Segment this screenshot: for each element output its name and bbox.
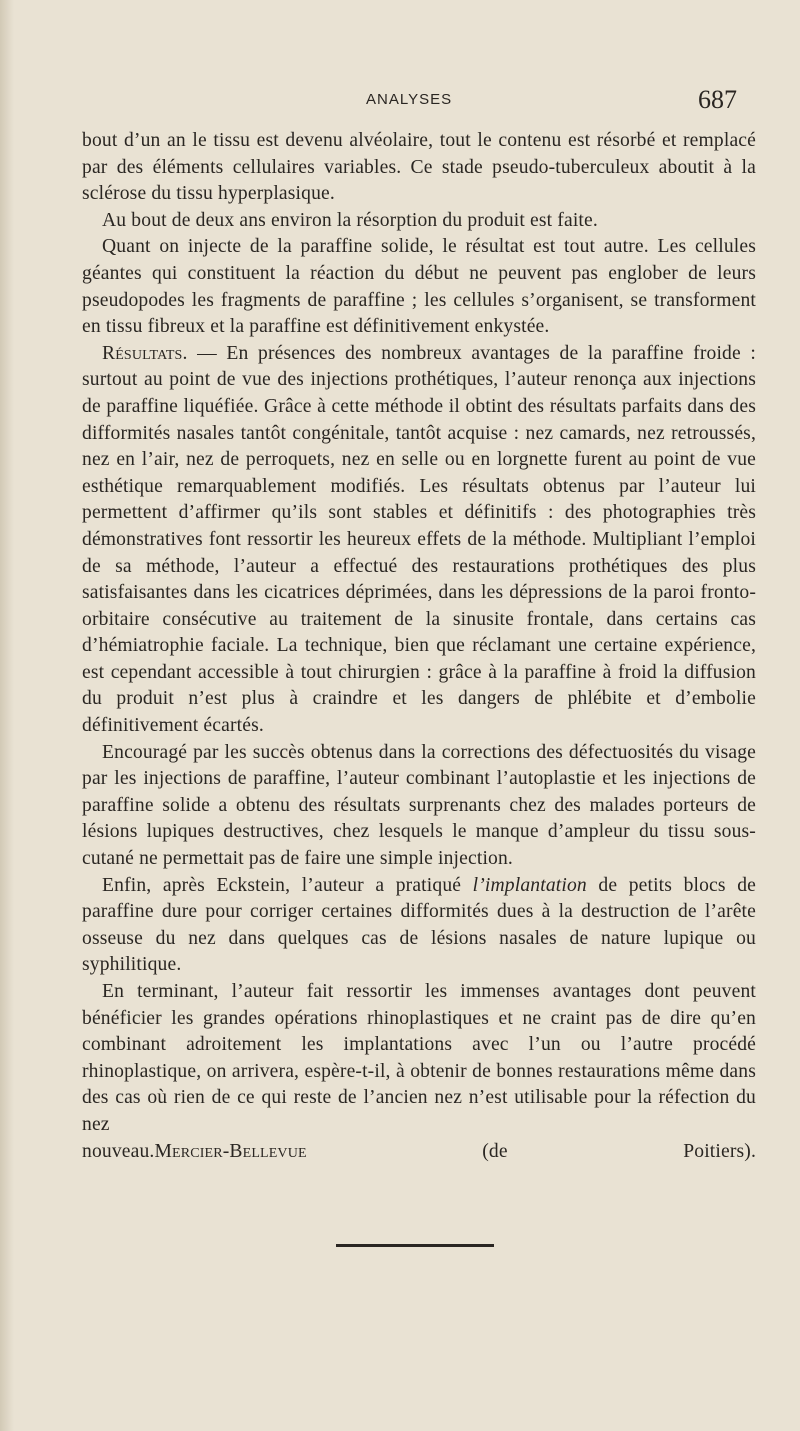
paragraph-continuation: bout d’un an le tissu est devenu alvéolaire, tout le contenu est résorbé et remplacé par des éléments cellulaires variables. Ce stade pseudo-tuberculeux aboutit à la sclérose du tissu hyperplasique. — [82, 130, 756, 205]
conclusion-last-word: nouveau. — [82, 1140, 155, 1162]
results-text: — En présences des nombreux avantages de la paraffine froide : surtout au point de vue des injections prothétiques, l’auteur renonça aux injections de paraffine liquéfiée. Grâce à cette méthode il obtint des résultats parfaits dans des difformités nasales tantôt congénitale, tantôt acquise : nez camards, nez retroussés, nez en l’air, nez de perroquets, nez en selle ou en lorgnette furent au point de vue esthétique remarquablement modifiés. Les résultats obtenus par l’auteur lui permettent d’affirmer qu’ils sont stables et définitifs : des photographies très démonstratives font ressortir les heureux effets de la méthode. Multipliant l’emploi de sa méthode, l’auteur a effectué des restaurations prothétiques des plus satisfaisantes dans les cicatrices déprimées, dans les dépressions de la paroi fronto-orbitaire consécutive au traitement de la sinusite frontale, dans certains cas d’hémiatrophie faciale. La technique, bien que réclamant une certaine expérience, est cependant accessible à tout chirurgien : grâce à la paraffine à froid la diffusion du produit n’est plus à craindre et les dangers de phlébite et d’embolie définitivement écartés. — [82, 342, 756, 737]
running-title: ANALYSES — [366, 91, 453, 108]
paragraph-implantation — [82, 873, 756, 979]
implantation-text-start: Enfin, après Eckstein, l’auteur a pratiqué — [102, 874, 473, 896]
author-signature-line — [82, 1139, 756, 1166]
section-end-rule — [336, 1244, 494, 1247]
page-edge-shadow — [0, 0, 14, 1431]
article-body — [82, 128, 756, 1165]
implantation-text-end: de petits blocs de paraffine dure pour corriger certaines difformités dues à la destruction de l’arête osseuse du nez dans quelques cas de lésions nasales de nature lupique ou syphilitique. — [82, 874, 756, 976]
paragraph-resorption: Au bout de deux ans environ la résorption du produit est faite. — [102, 209, 598, 231]
author-affiliation: (de Poitiers). — [482, 1140, 756, 1162]
paragraph-conclusion: En terminant, l’auteur fait ressortir les immenses avantages dont peuvent bénéficier les grandes opérations rhinoplastiques et ne craint pas de dire qu’en combinant adroitement les implantations avec l’un ou l’autre procédé rhinoplastique, on arrivera, espère-t-il, à obtenir de bonnes restaurations même dans des cas où rien de ce qui reste de l’ancien nez n’est utilisable pour la réfection du nez — [82, 981, 756, 1135]
page-number: 687 — [698, 85, 737, 114]
paragraph-solid-paraffin: Quant on injecte de la paraffine solide, le résultat est tout autre. Les cellules géantes qui constituent la réaction du début ne peuvent pas englober de leurs pseudopodes les fragments de paraffine ; les cellules s’organisent, se transforment en tissu fibreux et la paraffine est définitivement enkystée. — [82, 236, 756, 338]
implantation-italic: l’implantation — [472, 874, 587, 896]
paragraph-results — [82, 341, 756, 740]
page-header — [0, 85, 800, 115]
paragraph-autoplasty: Encouragé par les succès obtenus dans la corrections des défectuosités du visage par les injections de paraffine, l’auteur combinant l’autoplastie et les injections de paraffine solide a obtenu des résultats surprenants chez des malades porteurs de lésions lupiques destructives, chez lesquels le manque d’ampleur du tissu sous-cutané ne permettait pas de faire une simple injection. — [82, 741, 756, 870]
author-signature — [154, 1141, 756, 1162]
author-name: Mercier-Bellevue — [154, 1140, 307, 1162]
results-heading: Résultats. — [102, 342, 188, 364]
